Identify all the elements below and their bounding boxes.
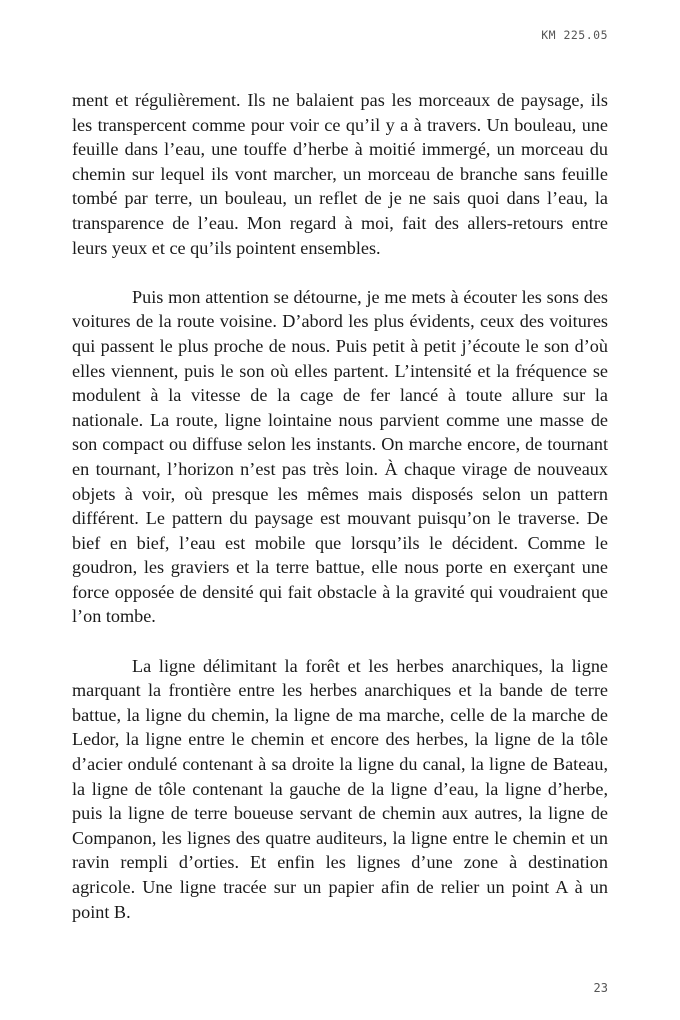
paragraph-continued: ment et régulièrement. Ils ne balaient pas les morceaux de paysage, ils les transpercent comme pour voir ce qu’il y a à travers. Un bouleau, une feuille dans l’eau, une touffe d’herbe à moitié immergé, un morceau du chemin sur lequel ils vont marcher, un morceau de branche sans feuille tombé par terre, un bouleau, un reflet de je ne sais quoi dans l’eau, la transparence de l’eau. Mon regard à moi, fait des allers-retours entre leurs yeux et ce qu’ils pointent ensembles. [72, 90, 608, 258]
paragraph: Puis mon attention se détourne, je me mets à écouter les sons des voitures de la route voisine. D’abord les plus évidents, ceux des voitures qui passent le plus proche de nous. Puis petit à petit j’écoute le son d’où elles viennent, puis le son où elles partent. L’intensité et la fréquence se modulent à la vitesse de la cage de fer lancé à toute allure sur la nationale. La route, ligne lointaine nous parvient comme une masse de son compact ou diffuse selon les instants. On marche encore, de tournant en tournant, l’horizon n’est pas très loin. À chaque virage de nouveaux objets à voir, où presque les mêmes mais disposés selon un pattern différent. Le pattern du paysage est mouvant puisqu’on le traverse. De bief en bief, l’eau est mobile que lorsqu’ils le décident. Comme le goudron, les graviers et la terre battue, elle nous porte en exerçant une force opposée de densité qui fait obstacle à la gravité qui voudraient que l’on tombe. [72, 286, 608, 627]
page-number: 23 [593, 981, 608, 995]
running-header: KM 225.05 [541, 28, 608, 42]
page-body [72, 88, 608, 924]
paragraph: La ligne délimitant la forêt et les herbes anarchiques, la ligne marquant la frontière entre les herbes anarchiques et la bande de terre battue, la ligne du chemin, la ligne de ma marche, celle de la marche de Ledor, la ligne entre le chemin et encore des herbes, la ligne de la tôle d’acier ondulé contenant à sa droite la ligne du canal, la ligne de Bateau, la ligne de tôle contenant la gauche de la ligne d’eau, la ligne d’herbe, puis la ligne de terre boueuse servant de chemin aux autres, la ligne de Companon, les lignes des quatre auditeurs, la ligne entre le chemin et un ravin rempli d’orties. Et enfin les lignes d’une zone à destination agricole. Une ligne tracée sur un papier afin de relier un point A à un point B. [72, 655, 608, 922]
